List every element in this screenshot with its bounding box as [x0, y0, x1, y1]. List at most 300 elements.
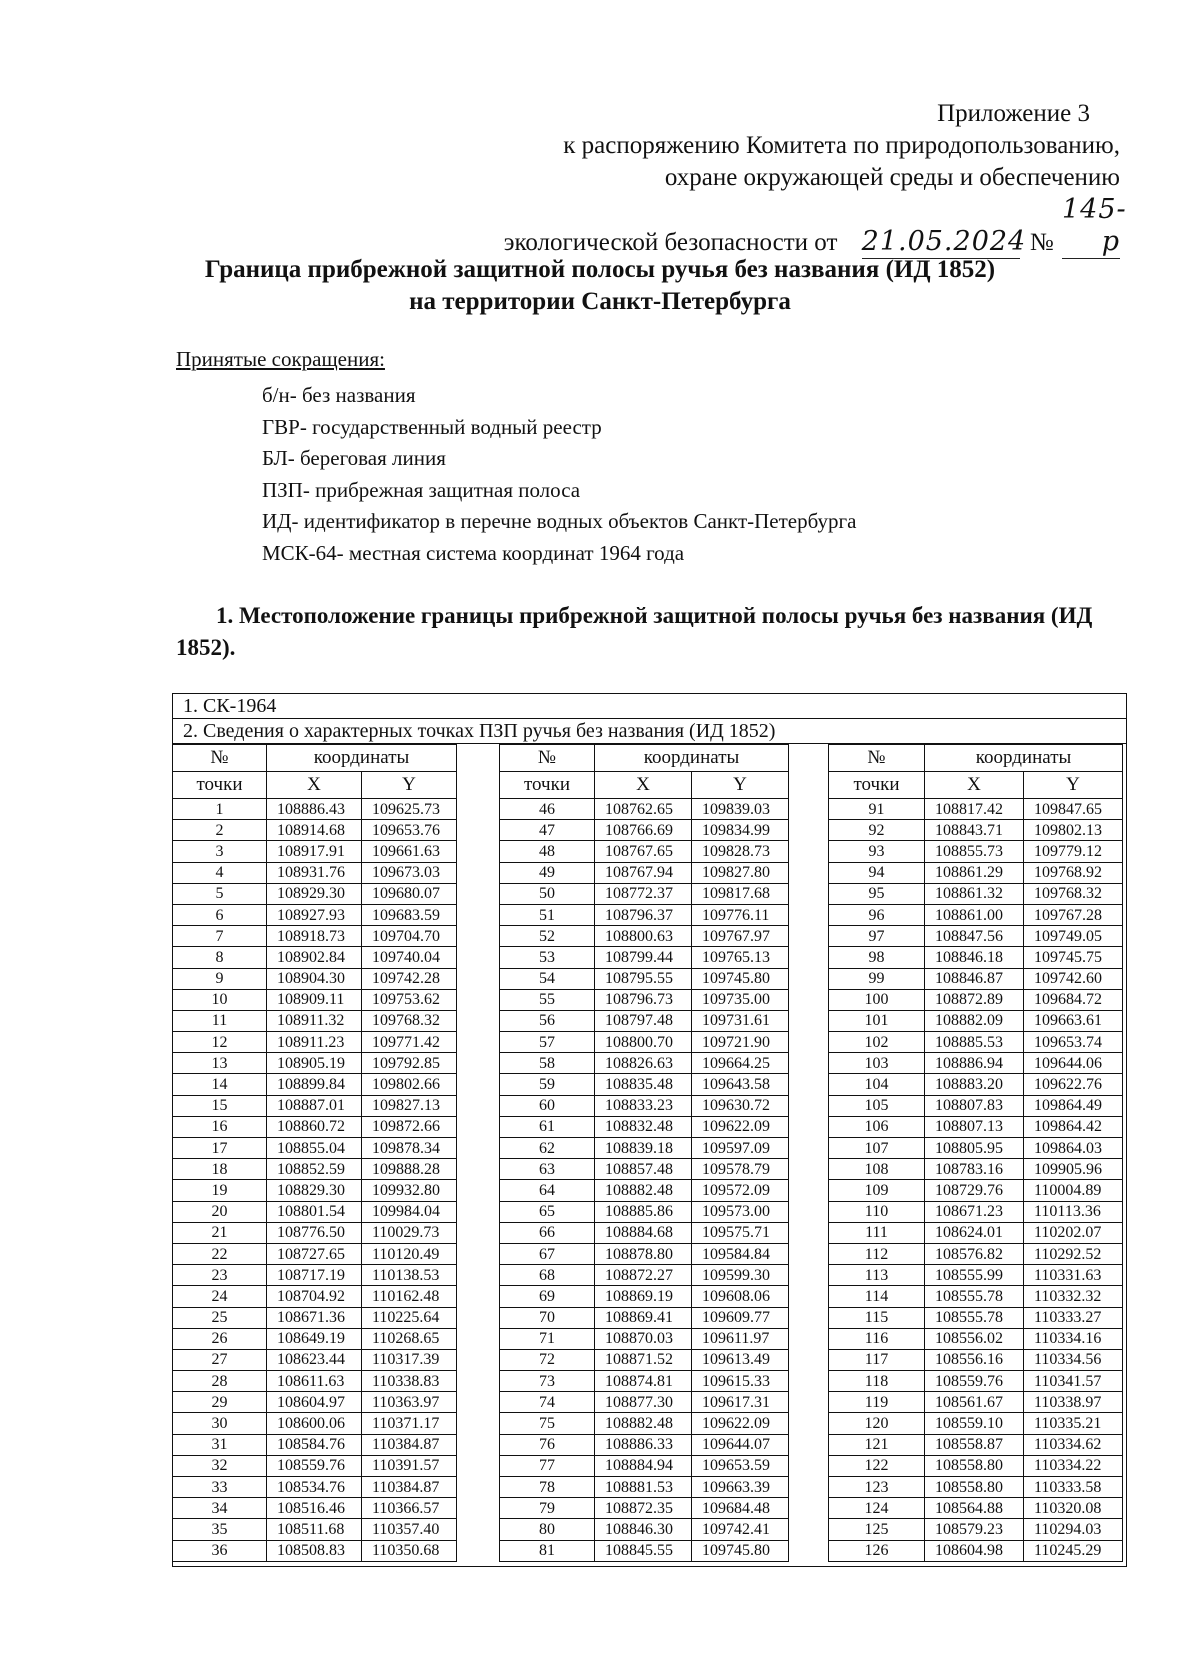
- table-row: [829, 968, 1123, 989]
- col-header-no: №: [173, 745, 267, 772]
- point-number-cell: 33: [173, 1477, 267, 1498]
- table-row: [500, 1434, 789, 1455]
- point-number-cell: 13: [173, 1053, 267, 1074]
- table-row: [173, 1413, 457, 1434]
- y-coordinate-cell: 109630.72: [692, 1095, 789, 1116]
- x-coordinate-cell: 108872.89: [925, 989, 1024, 1010]
- col-header-point: точки: [829, 772, 925, 799]
- y-coordinate-cell: 109984.04: [362, 1201, 457, 1222]
- y-coordinate-cell: 109653.74: [1024, 1032, 1123, 1053]
- point-number-cell: 69: [500, 1286, 595, 1307]
- y-coordinate-cell: 109573.00: [692, 1201, 789, 1222]
- table-row: [829, 1201, 1123, 1222]
- y-coordinate-cell: 110371.17: [362, 1413, 457, 1434]
- abbreviation-item: б/н- без названия: [262, 383, 416, 407]
- x-coordinate-cell: 108558.80: [925, 1455, 1024, 1476]
- x-coordinate-cell: 108624.01: [925, 1222, 1024, 1243]
- point-number-cell: 111: [829, 1222, 925, 1243]
- point-number-cell: 92: [829, 820, 925, 841]
- table-row: [829, 1328, 1123, 1349]
- x-coordinate-cell: 108835.48: [595, 1074, 692, 1095]
- x-coordinate-cell: 108871.52: [595, 1349, 692, 1370]
- point-number-cell: 104: [829, 1074, 925, 1095]
- col-header-x: X: [595, 772, 692, 799]
- x-coordinate-cell: 108805.95: [925, 1138, 1024, 1159]
- y-coordinate-cell: 109731.61: [692, 1010, 789, 1031]
- table-row: [500, 1455, 789, 1476]
- coordinates-table: [172, 693, 1127, 1567]
- table-row: [829, 947, 1123, 968]
- point-number-cell: 27: [173, 1349, 267, 1370]
- y-coordinate-cell: 110113.36: [1024, 1201, 1123, 1222]
- point-number-cell: 24: [173, 1286, 267, 1307]
- table-row: [829, 1222, 1123, 1243]
- y-coordinate-cell: 109680.07: [362, 883, 457, 904]
- table-row: [829, 883, 1123, 904]
- col-header-coords: координаты: [267, 745, 457, 772]
- point-number-cell: 23: [173, 1265, 267, 1286]
- x-coordinate-cell: 108767.65: [595, 841, 692, 862]
- point-number-cell: 99: [829, 968, 925, 989]
- x-coordinate-cell: 108516.46: [267, 1498, 362, 1519]
- table-row: [173, 1349, 457, 1370]
- point-number-cell: 95: [829, 883, 925, 904]
- table-row: [173, 1032, 457, 1053]
- table-row: [500, 841, 789, 862]
- x-coordinate-cell: 108576.82: [925, 1243, 1024, 1264]
- table-row: [500, 1222, 789, 1243]
- x-coordinate-cell: 108852.59: [267, 1159, 362, 1180]
- table-row: [500, 1010, 789, 1031]
- point-number-cell: 126: [829, 1540, 925, 1561]
- table-row: [173, 1434, 457, 1455]
- col-header-y: Y: [692, 772, 789, 799]
- table-row: [500, 883, 789, 904]
- table-row: [500, 1243, 789, 1264]
- x-coordinate-cell: 108877.30: [595, 1392, 692, 1413]
- x-coordinate-cell: 108558.87: [925, 1434, 1024, 1455]
- x-coordinate-cell: 108846.30: [595, 1519, 692, 1540]
- x-coordinate-cell: 108555.99: [925, 1265, 1024, 1286]
- x-coordinate-cell: 108884.68: [595, 1222, 692, 1243]
- x-coordinate-cell: 108902.84: [267, 947, 362, 968]
- y-coordinate-cell: 109817.68: [692, 883, 789, 904]
- x-coordinate-cell: 108797.48: [595, 1010, 692, 1031]
- x-coordinate-cell: 108807.13: [925, 1116, 1024, 1137]
- table-row: [500, 1095, 789, 1116]
- point-number-cell: 98: [829, 947, 925, 968]
- y-coordinate-cell: 109742.60: [1024, 968, 1123, 989]
- x-coordinate-cell: 108832.48: [595, 1116, 692, 1137]
- abbreviations-heading: Принятые сокращения:: [176, 347, 385, 371]
- y-coordinate-cell: 109872.66: [362, 1116, 457, 1137]
- table-row: [173, 904, 457, 925]
- y-coordinate-cell: 109827.13: [362, 1095, 457, 1116]
- x-coordinate-cell: 108911.32: [267, 1010, 362, 1031]
- x-coordinate-cell: 108911.23: [267, 1032, 362, 1053]
- y-coordinate-cell: 109802.13: [1024, 820, 1123, 841]
- y-coordinate-cell: 109776.11: [692, 904, 789, 925]
- x-coordinate-cell: 108796.37: [595, 904, 692, 925]
- y-coordinate-cell: 110334.16: [1024, 1328, 1123, 1349]
- y-coordinate-cell: 109609.77: [692, 1307, 789, 1328]
- point-number-cell: 11: [173, 1010, 267, 1031]
- y-coordinate-cell: 109864.49: [1024, 1095, 1123, 1116]
- y-coordinate-cell: 110334.56: [1024, 1349, 1123, 1370]
- point-number-cell: 63: [500, 1159, 595, 1180]
- table-row: [500, 1540, 789, 1561]
- point-number-cell: 36: [173, 1540, 267, 1561]
- subtable-1-body: [173, 799, 457, 1562]
- table-row: [173, 1265, 457, 1286]
- x-coordinate-cell: 108929.30: [267, 883, 362, 904]
- point-number-cell: 48: [500, 841, 595, 862]
- x-coordinate-cell: 108671.36: [267, 1307, 362, 1328]
- x-coordinate-cell: 108555.78: [925, 1286, 1024, 1307]
- point-number-cell: 51: [500, 904, 595, 925]
- table-row: [173, 1095, 457, 1116]
- x-coordinate-cell: 108861.00: [925, 904, 1024, 925]
- table-row: [173, 1201, 457, 1222]
- point-number-cell: 93: [829, 841, 925, 862]
- point-number-cell: 3: [173, 841, 267, 862]
- y-coordinate-cell: 109663.61: [1024, 1010, 1123, 1031]
- point-number-cell: 17: [173, 1138, 267, 1159]
- y-coordinate-cell: 109905.96: [1024, 1159, 1123, 1180]
- table-row: [173, 1286, 457, 1307]
- table-row: [173, 1477, 457, 1498]
- table-row: [173, 1243, 457, 1264]
- point-number-cell: 105: [829, 1095, 925, 1116]
- x-coordinate-cell: 108878.80: [595, 1243, 692, 1264]
- x-coordinate-cell: 108857.48: [595, 1159, 692, 1180]
- order-date-label: экологической безопасности от: [503, 229, 838, 256]
- point-number-cell: 102: [829, 1032, 925, 1053]
- point-number-cell: 122: [829, 1455, 925, 1476]
- point-number-cell: 35: [173, 1519, 267, 1540]
- point-number-cell: 30: [173, 1413, 267, 1434]
- table-row: [173, 926, 457, 947]
- x-coordinate-cell: 108899.84: [267, 1074, 362, 1095]
- x-coordinate-cell: 108776.50: [267, 1222, 362, 1243]
- y-coordinate-cell: 109597.09: [692, 1138, 789, 1159]
- y-coordinate-cell: 109643.58: [692, 1074, 789, 1095]
- table-row: [173, 1371, 457, 1392]
- table-row: [829, 1095, 1123, 1116]
- point-number-cell: 115: [829, 1307, 925, 1328]
- table-row: [173, 862, 457, 883]
- point-number-cell: 22: [173, 1243, 267, 1264]
- table-row: [500, 989, 789, 1010]
- x-coordinate-cell: 108886.43: [267, 799, 362, 820]
- col-header-point: точки: [173, 772, 267, 799]
- y-coordinate-cell: 109827.80: [692, 862, 789, 883]
- point-number-cell: 116: [829, 1328, 925, 1349]
- abbreviations-list: [262, 380, 856, 569]
- point-number-cell: 96: [829, 904, 925, 925]
- col-header-y: Y: [1024, 772, 1123, 799]
- x-coordinate-cell: 108600.06: [267, 1413, 362, 1434]
- y-coordinate-cell: 109828.73: [692, 841, 789, 862]
- point-number-cell: 120: [829, 1413, 925, 1434]
- point-number-cell: 47: [500, 820, 595, 841]
- table-row: [829, 1371, 1123, 1392]
- point-number-cell: 14: [173, 1074, 267, 1095]
- x-coordinate-cell: 108671.23: [925, 1201, 1024, 1222]
- point-number-cell: 4: [173, 862, 267, 883]
- x-coordinate-cell: 108559.10: [925, 1413, 1024, 1434]
- table-row: [829, 1540, 1123, 1561]
- y-coordinate-cell: 109653.59: [692, 1455, 789, 1476]
- table-row: [829, 926, 1123, 947]
- x-coordinate-cell: 108869.19: [595, 1286, 692, 1307]
- y-coordinate-cell: 109768.32: [362, 1010, 457, 1031]
- table-row: [829, 1053, 1123, 1074]
- point-number-cell: 34: [173, 1498, 267, 1519]
- point-number-cell: 119: [829, 1392, 925, 1413]
- abbreviation-item: ГВР- государственный водный реестр: [262, 414, 602, 439]
- x-coordinate-cell: 108883.20: [925, 1074, 1024, 1095]
- x-coordinate-cell: 108555.78: [925, 1307, 1024, 1328]
- point-number-cell: 108: [829, 1159, 925, 1180]
- point-number-cell: 6: [173, 904, 267, 925]
- x-coordinate-cell: 108559.76: [267, 1455, 362, 1476]
- table-row: [829, 1519, 1123, 1540]
- y-coordinate-cell: 110338.97: [1024, 1392, 1123, 1413]
- point-number-cell: 25: [173, 1307, 267, 1328]
- table-row: [500, 926, 789, 947]
- title-line-2: на территории Санкт-Петербурга: [409, 288, 791, 315]
- subtable-3-body: [829, 799, 1123, 1562]
- x-coordinate-cell: 108884.94: [595, 1455, 692, 1476]
- point-number-cell: 103: [829, 1053, 925, 1074]
- y-coordinate-cell: 109771.42: [362, 1032, 457, 1053]
- y-coordinate-cell: 110320.08: [1024, 1498, 1123, 1519]
- y-coordinate-cell: 109578.79: [692, 1159, 789, 1180]
- table-row: [829, 1477, 1123, 1498]
- table-row: [829, 1265, 1123, 1286]
- y-coordinate-cell: 109742.28: [362, 968, 457, 989]
- point-number-cell: 10: [173, 989, 267, 1010]
- point-number-cell: 78: [500, 1477, 595, 1498]
- x-coordinate-cell: 108882.09: [925, 1010, 1024, 1031]
- y-coordinate-cell: 110333.27: [1024, 1307, 1123, 1328]
- col-header-y: Y: [362, 772, 457, 799]
- x-coordinate-cell: 108874.81: [595, 1371, 692, 1392]
- y-coordinate-cell: 110029.73: [362, 1222, 457, 1243]
- y-coordinate-cell: 109644.07: [692, 1434, 789, 1455]
- x-coordinate-cell: 108579.23: [925, 1519, 1024, 1540]
- table-row: [829, 1032, 1123, 1053]
- table-row: [173, 1392, 457, 1413]
- point-number-cell: 9: [173, 968, 267, 989]
- y-coordinate-cell: 110317.39: [362, 1349, 457, 1370]
- x-coordinate-cell: 108846.87: [925, 968, 1024, 989]
- x-coordinate-cell: 108772.37: [595, 883, 692, 904]
- y-coordinate-cell: 110333.58: [1024, 1477, 1123, 1498]
- table-row: [500, 947, 789, 968]
- table-row: [500, 1328, 789, 1349]
- point-number-cell: 29: [173, 1392, 267, 1413]
- table-row: [500, 1180, 789, 1201]
- table-row: [829, 1498, 1123, 1519]
- x-coordinate-cell: 108914.68: [267, 820, 362, 841]
- point-number-cell: 65: [500, 1201, 595, 1222]
- x-coordinate-cell: 108704.92: [267, 1286, 362, 1307]
- table-row: [829, 1159, 1123, 1180]
- appendix-number: Приложение 3: [937, 100, 1090, 127]
- x-coordinate-cell: 108508.83: [267, 1540, 362, 1561]
- x-coordinate-cell: 108886.33: [595, 1434, 692, 1455]
- x-coordinate-cell: 108817.42: [925, 799, 1024, 820]
- y-coordinate-cell: 110384.87: [362, 1434, 457, 1455]
- col-header-point: точки: [500, 772, 595, 799]
- y-coordinate-cell: 109768.92: [1024, 862, 1123, 883]
- y-coordinate-cell: 109864.42: [1024, 1116, 1123, 1137]
- y-coordinate-cell: 109615.33: [692, 1371, 789, 1392]
- y-coordinate-cell: 110292.52: [1024, 1243, 1123, 1264]
- x-coordinate-cell: 108885.53: [925, 1032, 1024, 1053]
- table-row: [500, 1074, 789, 1095]
- coordinates-subtable-2: [499, 744, 789, 1562]
- x-coordinate-cell: 108604.98: [925, 1540, 1024, 1561]
- x-coordinate-cell: 108882.48: [595, 1180, 692, 1201]
- table-row: [173, 1116, 457, 1137]
- point-number-cell: 1: [173, 799, 267, 820]
- point-number-cell: 32: [173, 1455, 267, 1476]
- coordinates-subtable-3: [828, 744, 1123, 1562]
- x-coordinate-cell: 108909.11: [267, 989, 362, 1010]
- table-row: [173, 1138, 457, 1159]
- point-number-cell: 121: [829, 1434, 925, 1455]
- table-row: [500, 1477, 789, 1498]
- col-header-x: X: [925, 772, 1024, 799]
- point-number-cell: 55: [500, 989, 595, 1010]
- x-coordinate-cell: 108887.01: [267, 1095, 362, 1116]
- point-number-cell: 19: [173, 1180, 267, 1201]
- y-coordinate-cell: 109792.85: [362, 1053, 457, 1074]
- table-row: [829, 1349, 1123, 1370]
- table-row: [173, 1307, 457, 1328]
- y-coordinate-cell: 109742.41: [692, 1519, 789, 1540]
- y-coordinate-cell: 110138.53: [362, 1265, 457, 1286]
- table-row: [500, 1349, 789, 1370]
- y-coordinate-cell: 109721.90: [692, 1032, 789, 1053]
- table-row: [173, 820, 457, 841]
- y-coordinate-cell: 110391.57: [362, 1455, 457, 1476]
- table-row: [173, 1519, 457, 1540]
- table-row: [829, 820, 1123, 841]
- point-number-cell: 112: [829, 1243, 925, 1264]
- y-coordinate-cell: 109735.00: [692, 989, 789, 1010]
- x-coordinate-cell: 108559.76: [925, 1371, 1024, 1392]
- point-number-cell: 94: [829, 862, 925, 883]
- point-number-cell: 114: [829, 1286, 925, 1307]
- coordinate-columns: [173, 744, 1126, 1566]
- y-coordinate-cell: 109673.03: [362, 862, 457, 883]
- y-coordinate-cell: 109745.80: [692, 1540, 789, 1561]
- table-row: [500, 1413, 789, 1434]
- x-coordinate-cell: 108611.63: [267, 1371, 362, 1392]
- point-number-cell: 61: [500, 1116, 595, 1137]
- table-row: [173, 1498, 457, 1519]
- point-number-cell: 100: [829, 989, 925, 1010]
- x-coordinate-cell: 108800.63: [595, 926, 692, 947]
- y-coordinate-cell: 110335.21: [1024, 1413, 1123, 1434]
- table-row: [829, 904, 1123, 925]
- point-number-cell: 72: [500, 1349, 595, 1370]
- table-row: [829, 1074, 1123, 1095]
- y-coordinate-cell: 110004.89: [1024, 1180, 1123, 1201]
- x-coordinate-cell: 108511.68: [267, 1519, 362, 1540]
- y-coordinate-cell: 109599.30: [692, 1265, 789, 1286]
- point-number-cell: 118: [829, 1371, 925, 1392]
- point-number-cell: 46: [500, 799, 595, 820]
- order-number-label: №: [1029, 229, 1054, 256]
- y-coordinate-cell: 109661.63: [362, 841, 457, 862]
- y-coordinate-cell: 110384.87: [362, 1477, 457, 1498]
- table-row: [500, 904, 789, 925]
- point-number-cell: 74: [500, 1392, 595, 1413]
- table-row: [173, 1180, 457, 1201]
- table-row: [173, 1010, 457, 1031]
- y-coordinate-cell: 110294.03: [1024, 1519, 1123, 1540]
- x-coordinate-cell: 108829.30: [267, 1180, 362, 1201]
- x-coordinate-cell: 108717.19: [267, 1265, 362, 1286]
- x-coordinate-cell: 108882.48: [595, 1413, 692, 1434]
- point-number-cell: 110: [829, 1201, 925, 1222]
- y-coordinate-cell: 109684.72: [1024, 989, 1123, 1010]
- abbreviation-item: БЛ- береговая линия: [262, 446, 446, 470]
- col-header-coords: координаты: [925, 745, 1123, 772]
- y-coordinate-cell: 110357.40: [362, 1519, 457, 1540]
- y-coordinate-cell: 109878.34: [362, 1138, 457, 1159]
- coordinate-system-row: 1. СК-1964: [173, 694, 1126, 719]
- table-row: [829, 1455, 1123, 1476]
- y-coordinate-cell: 109622.09: [692, 1413, 789, 1434]
- point-number-cell: 5: [173, 883, 267, 904]
- point-number-cell: 77: [500, 1455, 595, 1476]
- y-coordinate-cell: 109779.12: [1024, 841, 1123, 862]
- table-row: [500, 1371, 789, 1392]
- y-coordinate-cell: 110120.49: [362, 1243, 457, 1264]
- y-coordinate-cell: 109584.84: [692, 1243, 789, 1264]
- table-row: [829, 1243, 1123, 1264]
- section-heading: 1. Местоположение границы прибрежной защитной полосы ручья без названия (ИД 1852).: [176, 603, 1093, 660]
- table-row: [829, 1010, 1123, 1031]
- table-row: [829, 841, 1123, 862]
- x-coordinate-cell: 108584.76: [267, 1434, 362, 1455]
- table-row: [500, 1392, 789, 1413]
- point-number-cell: 124: [829, 1498, 925, 1519]
- table-row: [173, 968, 457, 989]
- title-line-1: Граница прибрежной защитной полосы ручья без названия (ИД 1852): [204, 256, 996, 283]
- x-coordinate-cell: 108860.72: [267, 1116, 362, 1137]
- table-row: [500, 1519, 789, 1540]
- x-coordinate-cell: 108869.41: [595, 1307, 692, 1328]
- table-row: [173, 1053, 457, 1074]
- order-date-line: [503, 194, 1127, 259]
- y-coordinate-cell: 110334.62: [1024, 1434, 1123, 1455]
- x-coordinate-cell: 108649.19: [267, 1328, 362, 1349]
- y-coordinate-cell: 109740.04: [362, 947, 457, 968]
- table-row: [500, 1032, 789, 1053]
- point-number-cell: 31: [173, 1434, 267, 1455]
- table-row: [173, 989, 457, 1010]
- point-number-cell: 109: [829, 1180, 925, 1201]
- y-coordinate-cell: 110202.07: [1024, 1222, 1123, 1243]
- x-coordinate-cell: 108762.65: [595, 799, 692, 820]
